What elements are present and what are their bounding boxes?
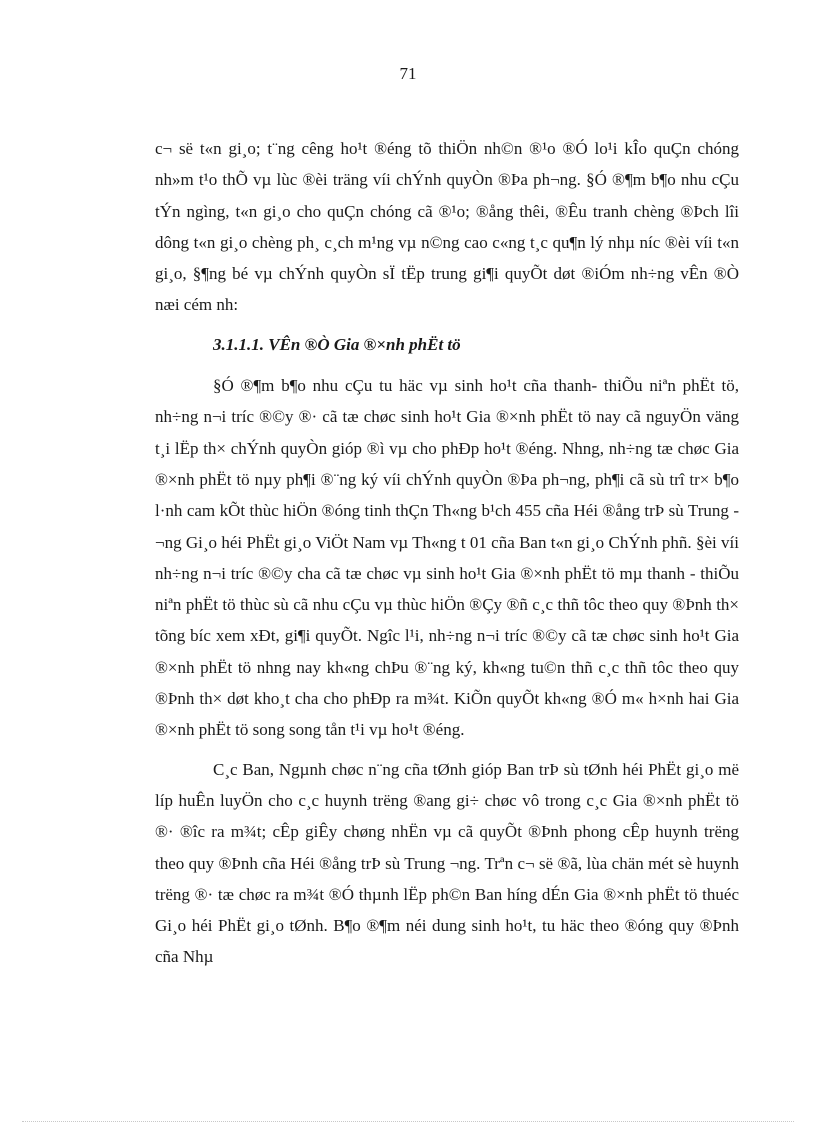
page-number: 71 bbox=[399, 64, 417, 83]
document-body bbox=[155, 133, 739, 973]
paragraph-intro: c¬ së t«n gi¸o; t¨ng cêng ho¹t ®éng tõ thiÖn nh©n ®¹o ®Ó lo¹i kÎo quÇn chóng nh»m t¹o thÕ vµ lùc ®èi träng víi chÝnh quyÒn ®Þa ph¬ng. §Ó ®¶m b¶o nhu cÇu tÝn ngìng, t«n gi¸o cho quÇn chóng cã ®¹o; ®ång thêi, ®Êu tranh chèng ®Þch lîi dông t«n gi¸o chèng ph¸ c¸ch m¹ng vµ n©ng cao c«ng t¸c qu¶n lý nhµ níc ®èi víi t«n gi¸o, §¶ng bé vµ chÝnh quyÒn sÏ tËp trung gi¶i quyÕt døt ®iÓm nh÷ng vÊn ®Ò næi cém nh: bbox=[155, 139, 739, 315]
section-heading: 3.1.1.1. VÊn ®Ò Gia ®×nh phËt tö bbox=[213, 334, 461, 354]
paragraph-training: C¸c Ban, Ngµnh chøc n¨ng cña tØnh gióp Ban trÞ sù tØnh héi PhËt gi¸o më líp huÊn luyÖn cho c¸c huynh trëng ®ang gi÷ chøc vô trong c¸c Gia ®×nh phËt tö ®· ®îc ra m¾t; cÊp giÊy chøng nhËn vµ cã quyÕt ®Þnh phong cÊp huynh trëng theo quy ®Þnh cña Héi ®ång trÞ sù Trung ¬ng. Trªn c¬ së ®ã, lùa chän mét sè huynh trëng ®· tæ chøc ra m¾t ®Ó thµnh lËp ph©n Ban híng dÉn Gia ®×nh phËt tö thuéc Gi¸o héi PhËt gi¸o tØnh. B¶o ®¶m néi dung sinh ho¹t, tu häc theo ®óng quy ®Þnh cña Nhµ bbox=[155, 759, 739, 967]
page-bottom-rule bbox=[22, 1121, 794, 1122]
paragraph-family-buddhist: §Ó ®¶m b¶o nhu cÇu tu häc vµ sinh ho¹t cña thanh- thiÕu niªn phËt tö, nh÷ng n¬i tríc ®©y ®· cã tæ chøc sinh ho¹t Gia ®×nh phËt tö nay cã nguyÖn väng t¸i lËp th× chÝnh quyÒn gióp ®ì vµ cho phÐp ho¹t ®éng. Nhng, nh÷ng tæ chøc Gia ®×nh phËt tö nµy ph¶i ®¨ng ký víi chÝnh quyÒn ®Þa ph¬ng, ph¶i cã sù trî tr× b¶o l·nh cam kÕt thùc hiÖn ®óng tinh thÇn Th«ng b¹ch 455 cña Héi ®ång trÞ sù Trung ¬ng Gi¸o héi PhËt gi¸o ViÖt Nam vµ Th«ng t 01 cña Ban t«n gi¸o ChÝnh phñ. §èi víi nh÷ng n¬i tríc ®©y cha cã tæ chøc vµ sinh ho¹t Gia ®×nh phËt tö mµ thanh - thiÕu niªn phËt tö thùc sù cã nhu cÇu vµ thùc hiÖn ®Çy ®ñ c¸c thñ tôc theo quy ®Þnh th× tõng bíc xem xÐt, gi¶i quyÕt. Ngîc l¹i, nh÷ng n¬i tríc ®©y cã tæ chøc sinh ho¹t Gia ®×nh phËt tö nhng nay kh«ng chÞu ®¨ng ký, kh«ng tu©n thñ c¸c thñ tôc theo quy ®Þnh th× døt kho¸t cha cho phÐp ra m¾t. KiÕn quyÕt kh«ng ®Ó m« h×nh hai Gia ®×nh phËt tö song song tån t¹i vµ ho¹t ®éng. bbox=[155, 376, 739, 740]
